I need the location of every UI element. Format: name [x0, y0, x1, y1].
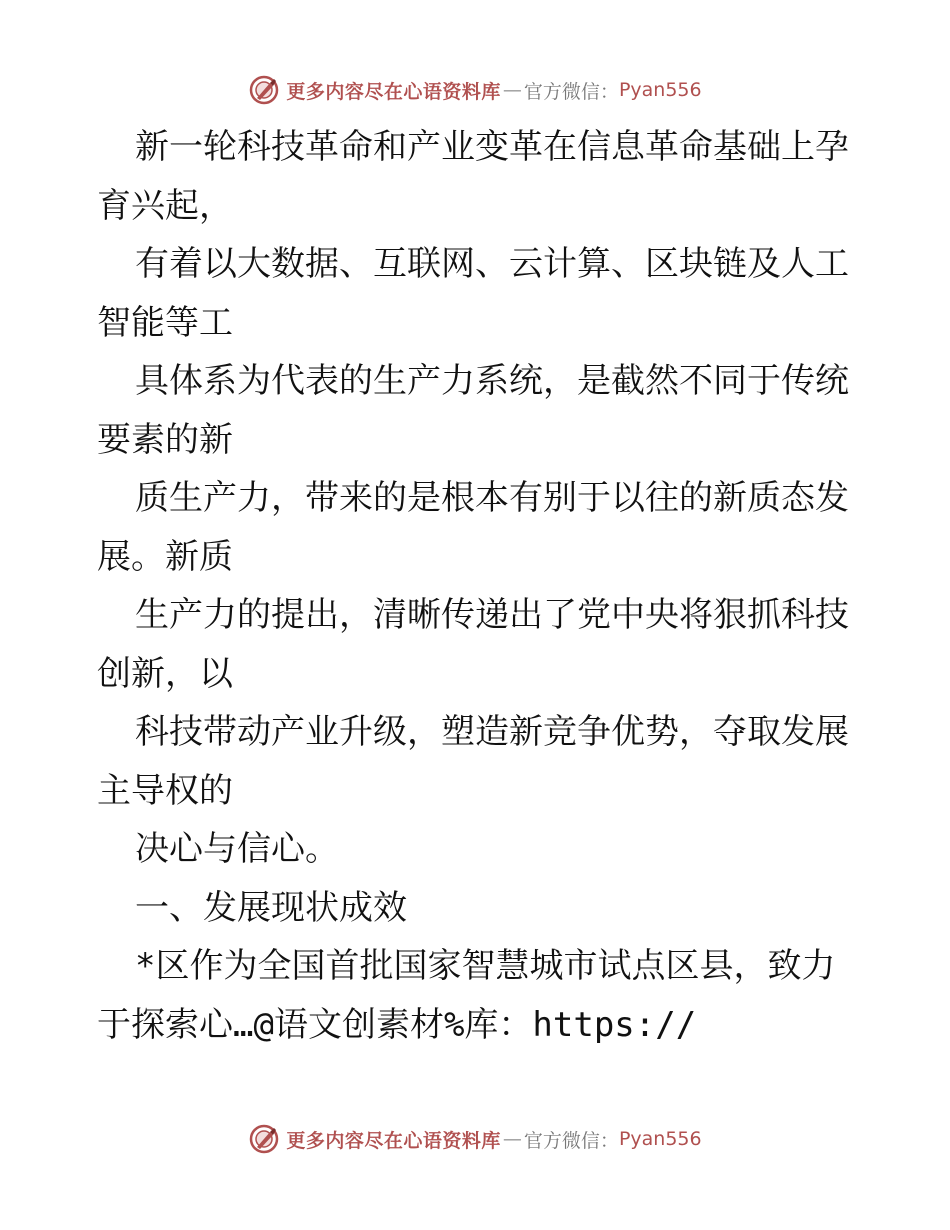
paragraph: 具体系为代表的生产力系统，是截然不同于传统要素的新 [97, 361, 849, 460]
footer-dash: — [502, 1128, 522, 1150]
paragraph: 有着以大数据、互联网、云计算、区块链及人工智能等工 [97, 244, 849, 343]
section-heading: 一、发展现状成效 [135, 887, 407, 928]
paragraph: 科技带动产业升级，塑造新竞争优势，夺取发展主导权的 [97, 712, 849, 811]
brand-logo-icon [248, 1123, 280, 1155]
header-brand-text: 更多内容尽在心语资料库 [286, 80, 501, 103]
header-watermark-banner [0, 70, 950, 110]
brand-logo-icon [248, 74, 280, 106]
footer-wechat-id: Pyan556 [618, 1128, 702, 1150]
header-dash: — [502, 79, 522, 101]
footer-brand-text: 更多内容尽在心语资料库 [286, 1129, 501, 1152]
header-wechat-id: Pyan556 [618, 79, 702, 101]
paragraph: *区作为全国首批国家智慧城市试点区县，致力于探索心…@语文创素材%库：https:// [97, 946, 836, 1045]
header-wechat-label: 官方微信： [523, 80, 619, 103]
paragraph: 质生产力，带来的是根本有别于以往的新质态发展。新质 [97, 478, 849, 577]
paragraph: 新一轮科技革命和产业变革在信息革命基础上孕育兴起， [97, 127, 849, 226]
footer-watermark-banner [0, 1119, 950, 1159]
paragraph: 生产力的提出，清晰传递出了党中央将狠抓科技创新，以 [97, 595, 849, 694]
footer-wechat-label: 官方微信： [523, 1129, 619, 1152]
paragraph: 决心与信心。 [135, 829, 339, 869]
document-body [97, 118, 857, 1054]
